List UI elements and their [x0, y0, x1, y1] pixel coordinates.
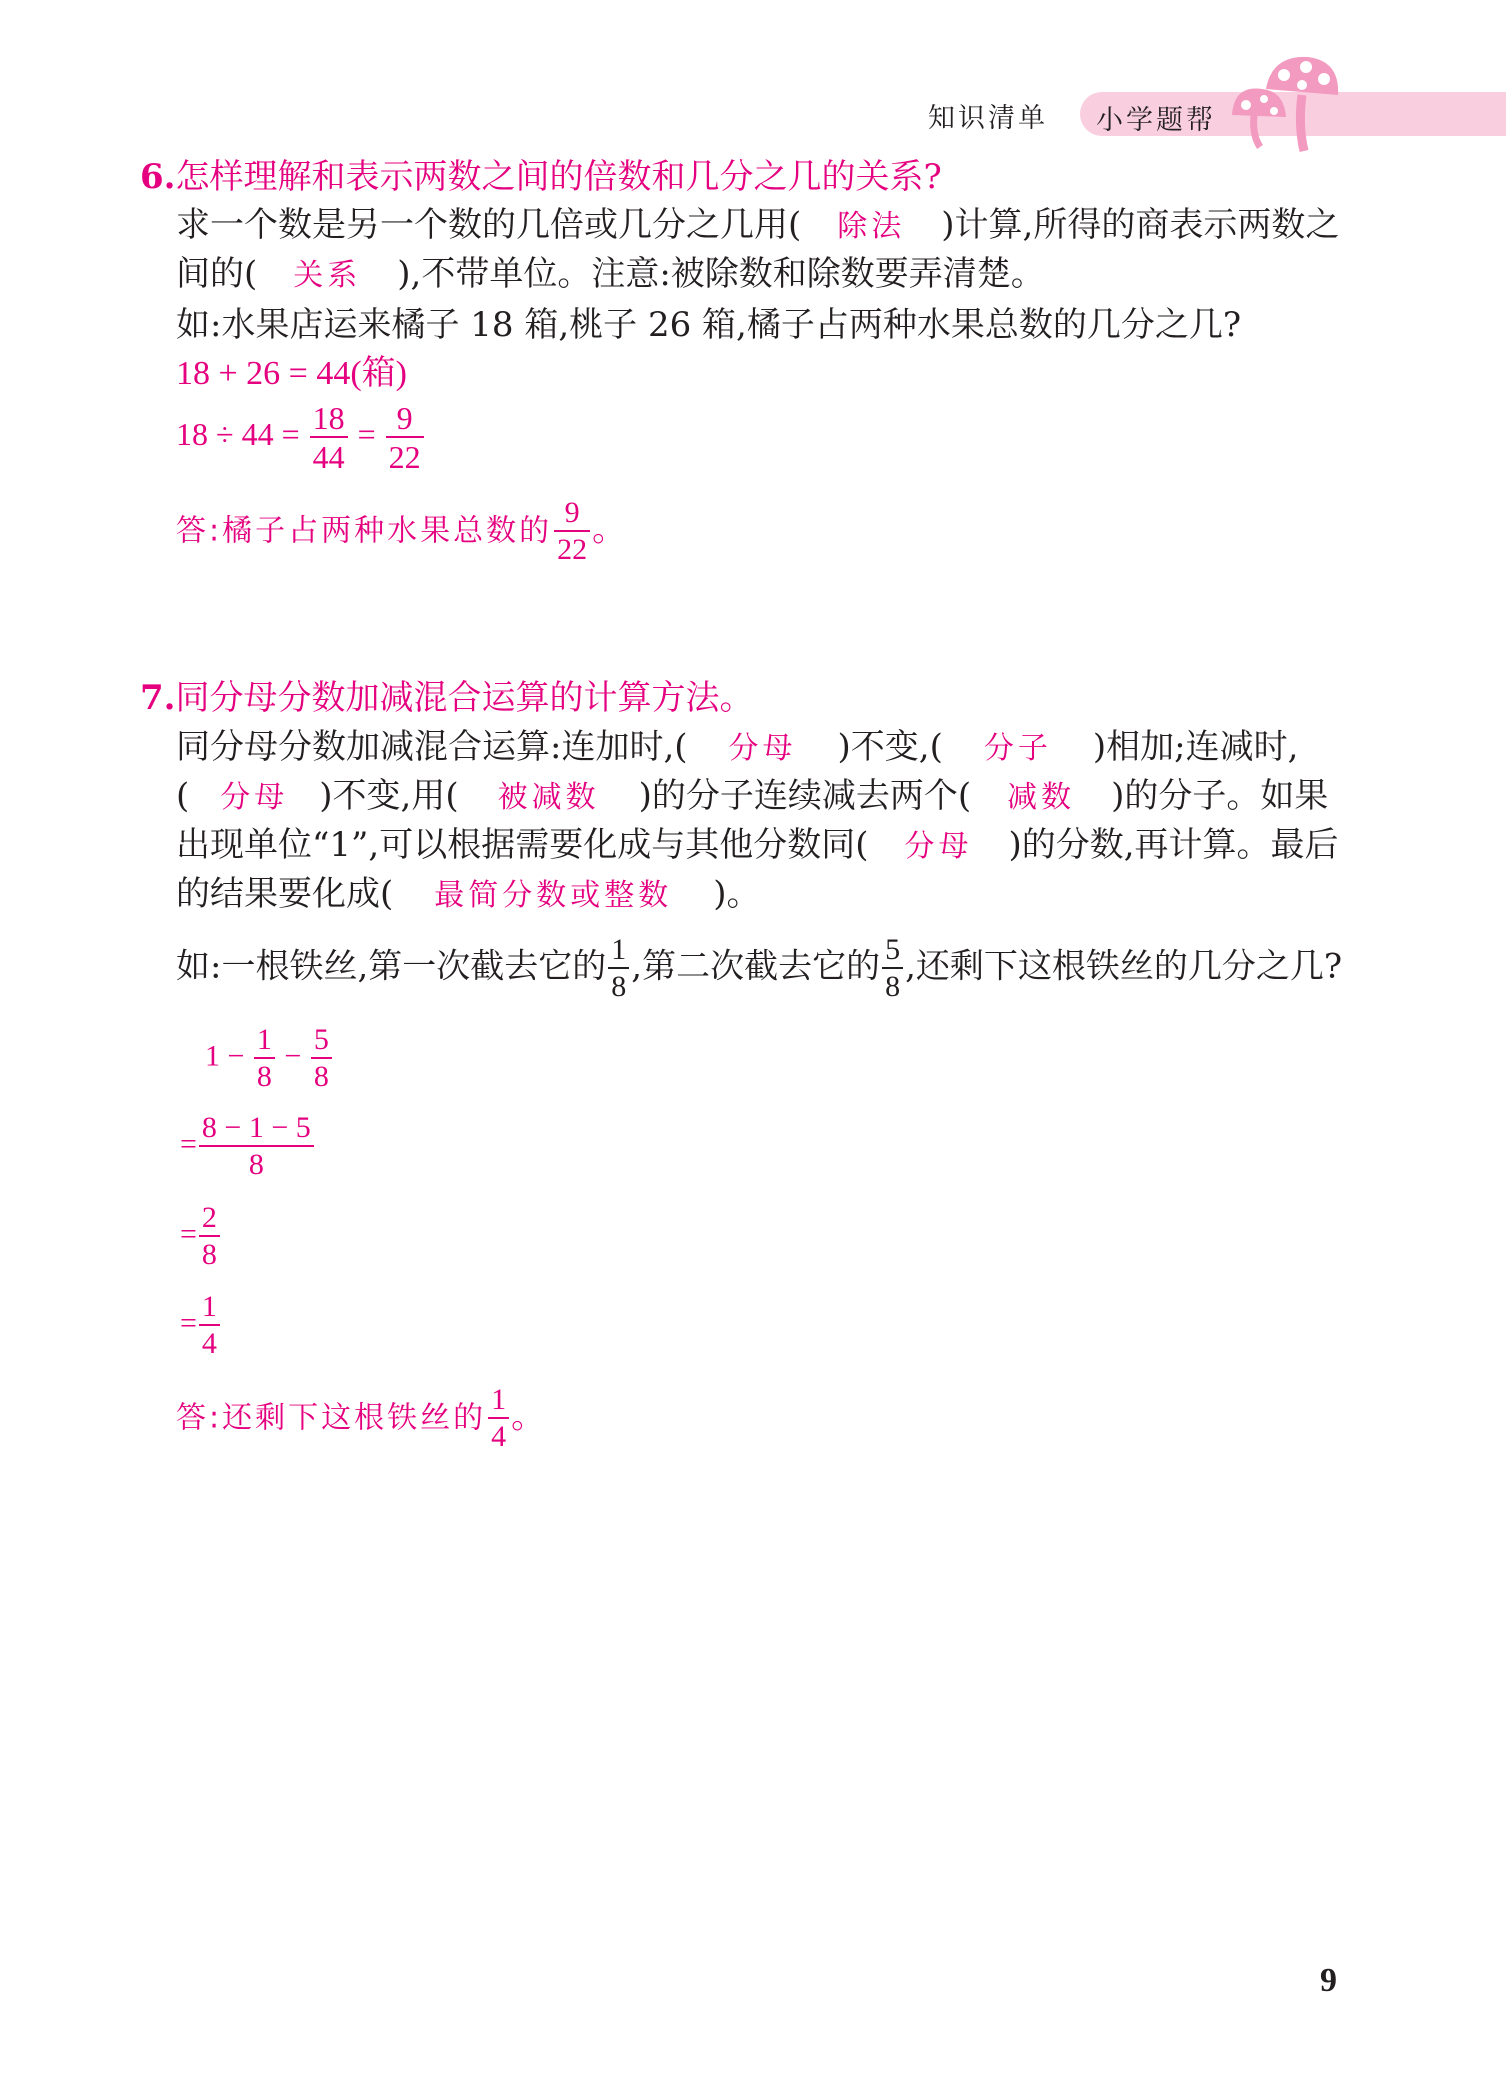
numerator: 1	[199, 1292, 220, 1326]
q7-l3-b: )的分数,再计算。最后	[1008, 825, 1339, 865]
q7-l2-d: )的分子。如果	[1111, 776, 1329, 816]
q7-l4-b: )。	[713, 874, 761, 914]
q7-l4-a: 的结果要化成(	[176, 874, 394, 914]
q7-blank-1: 分母	[728, 731, 797, 766]
q7-line2	[176, 774, 1328, 820]
q6-answer-fraction	[554, 498, 590, 565]
q6-paragraph-line2	[176, 252, 1045, 298]
denominator: 4	[201, 1327, 217, 1360]
q7-step-2	[180, 1113, 316, 1180]
q6-answer	[176, 498, 626, 565]
q6-calc-2-fraction-1	[310, 402, 348, 473]
q7-answer-fraction	[488, 1385, 509, 1452]
q7-step-1-fraction-2	[311, 1025, 332, 1092]
q7-l2-c: )的分子连续减去两个(	[638, 776, 972, 816]
q7-example-fraction-1	[608, 935, 629, 1002]
q6-calc-2-lhs: 18 ÷ 44 =	[176, 415, 300, 452]
numerator: 8 − 1 − 5	[199, 1113, 314, 1147]
denominator: 8	[201, 1238, 217, 1271]
q7-example-b: ,第二次截去它的	[631, 946, 881, 987]
denominator: 8	[256, 1060, 272, 1093]
q6-calc-1: 18 + 26 = 44(箱)	[176, 355, 407, 392]
numerator: 9	[554, 498, 590, 532]
q7-l1-b: )不变,(	[837, 727, 943, 767]
denominator: 22	[557, 533, 588, 566]
q6-title	[140, 155, 942, 199]
header-right-label: 小学题帮	[1096, 105, 1216, 136]
q6-calc-2	[176, 402, 426, 473]
q7-l1-c: )相加;连减时,	[1092, 727, 1299, 767]
q7-example-fraction-2	[882, 935, 903, 1002]
numerator: 1	[488, 1385, 509, 1419]
q6-blank-2: 关系	[293, 258, 362, 293]
q7-step-1-minus: −	[284, 1039, 302, 1073]
q7-step-1	[205, 1025, 334, 1092]
q7-step-4	[180, 1292, 222, 1359]
q7-blank-7: 最简分数或整数	[434, 878, 673, 913]
q7-step-2-fraction	[199, 1113, 314, 1180]
q6-calc-2-equals: =	[357, 415, 376, 452]
q7-step-1-fraction-1	[254, 1025, 275, 1092]
q6-title-text: 怎样理解和表示两数之间的倍数和几分之几的关系?	[175, 157, 942, 197]
q7-step-4-equals: =	[180, 1306, 197, 1340]
q7-blank-6: 分母	[904, 829, 973, 864]
q7-l3-a: 出现单位“1”,可以根据需要化成与其他分数同(	[176, 825, 869, 865]
q7-title	[140, 676, 754, 720]
q7-answer-text: 答:还剩下这根铁丝的	[176, 1400, 487, 1436]
q7-step-2-equals: =	[180, 1127, 197, 1161]
numerator: 9	[386, 402, 424, 438]
q7-step-1-lhs: 1 −	[205, 1039, 245, 1073]
q7-line3	[176, 823, 1339, 869]
q6-number: 6.	[140, 157, 176, 197]
q7-answer	[176, 1385, 545, 1452]
q7-step-3-equals: =	[180, 1217, 197, 1251]
q7-example-c: ,还剩下这根铁丝的几分之几?	[905, 946, 1343, 987]
q6-calc-2-fraction-2	[386, 402, 424, 473]
mushroom-icon	[1222, 55, 1342, 155]
numerator: 5	[311, 1025, 332, 1059]
numerator: 1	[254, 1025, 275, 1059]
q7-blank-2: 分子	[983, 731, 1052, 766]
denominator: 8	[885, 970, 901, 1003]
q7-blank-5: 减数	[1007, 780, 1076, 815]
q7-blank-3: 分母	[220, 780, 289, 815]
numerator: 18	[310, 402, 348, 438]
q7-line4	[176, 872, 761, 918]
numerator: 5	[882, 935, 903, 969]
denominator: 8	[313, 1060, 329, 1093]
denominator: 4	[491, 1420, 507, 1453]
q7-line1	[176, 725, 1298, 771]
q7-blank-4: 被减数	[497, 780, 600, 815]
q6-answer-text: 答:橘子占两种水果总数的	[176, 513, 553, 549]
q7-step-4-fraction	[199, 1292, 220, 1359]
denominator: 44	[312, 439, 345, 475]
q7-example	[176, 935, 1342, 1002]
q7-example-a: 如:一根铁丝,第一次截去它的	[176, 946, 607, 987]
q7-l2-b: )不变,用(	[319, 776, 459, 816]
q7-step-3-fraction	[199, 1203, 220, 1270]
denominator: 8	[611, 970, 627, 1003]
denominator: 8	[248, 1148, 264, 1181]
header-left-label: 知识清单	[928, 103, 1048, 134]
denominator: 22	[388, 439, 421, 475]
q7-l1-a: 同分母分数加减混合运算:连加时,(	[176, 727, 688, 767]
q6-p1-text-b: )计算,所得的商表示两数之	[941, 205, 1340, 245]
q6-p2-text-b: ),不带单位。注意:被除数和除数要弄清楚。	[397, 254, 1045, 294]
q7-answer-suffix: 。	[511, 1396, 546, 1437]
q6-p2-text-a: 间的(	[176, 254, 258, 294]
q7-step-3	[180, 1203, 222, 1270]
q6-blank-1: 除法	[837, 209, 906, 244]
numerator: 1	[608, 935, 629, 969]
numerator: 2	[199, 1203, 220, 1237]
page-number: 9	[1320, 1962, 1337, 1999]
q7-l2-a: (	[176, 776, 190, 816]
q6-example: 如:水果店运来橘子 18 箱,桃子 26 箱,橘子占两种水果总数的几分之几?	[176, 305, 1242, 345]
q6-p1-text-a: 求一个数是另一个数的几倍或几分之几用(	[176, 205, 802, 245]
q6-answer-suffix: 。	[592, 509, 627, 550]
q6-paragraph-line1	[176, 203, 1339, 249]
q7-number: 7.	[140, 678, 176, 718]
q7-title-text: 同分母分数加减混合运算的计算方法。	[175, 678, 754, 718]
